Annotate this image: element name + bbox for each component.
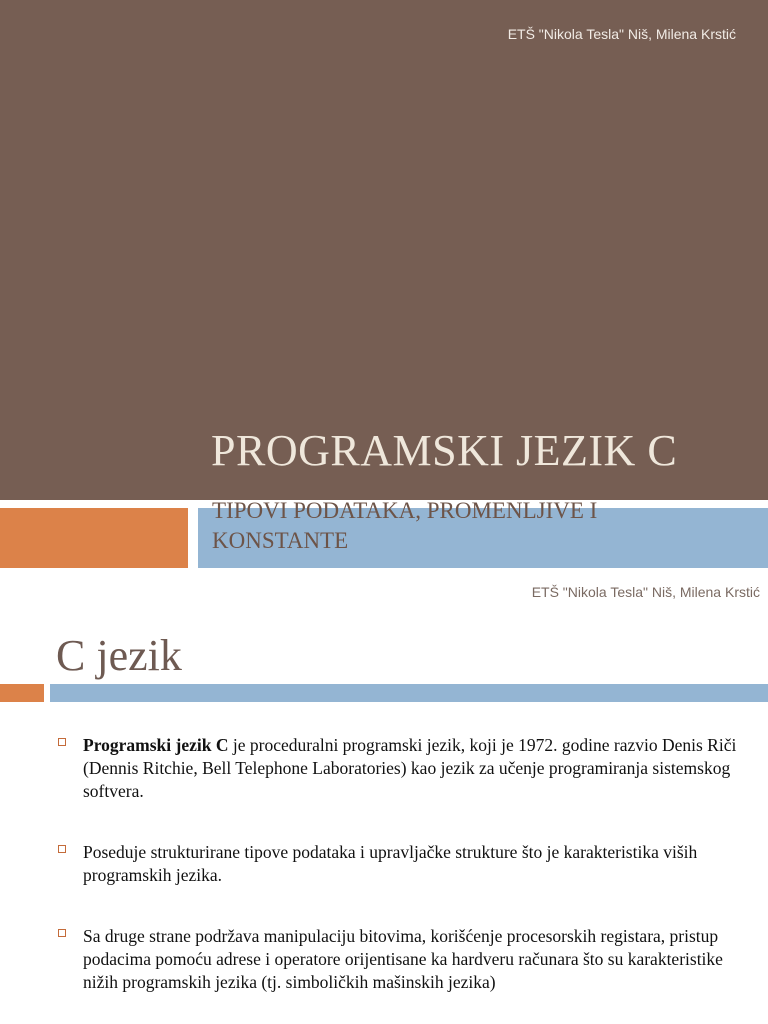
square-bullet-icon bbox=[58, 845, 66, 853]
bullet-text: je proceduralni programski jezik, koji je 1972. godine razvio Denis Riči (Dennis Ritchie, Bell Telephone Laboratories) kao jezik za učenje programiranja sistemskog softvera. bbox=[83, 735, 737, 801]
heading-orange-bar bbox=[0, 684, 44, 702]
content-slide-footer: ETŠ "Nikola Tesla" Niš, Milena Krstić bbox=[531, 584, 760, 600]
list-item bbox=[56, 841, 746, 887]
content-slide bbox=[0, 570, 768, 1024]
bullet-text: Sa druge strane podržava manipulaciju bitovima, korišćenje procesorskih registara, pristup podacima pomoću adrese i operatore orijentisane ka hardveru računara što su karakteristike nižih programskih jezika (tj. simboličkih mašinskih jezika) bbox=[83, 926, 723, 992]
square-bullet-icon bbox=[58, 929, 66, 937]
list-item bbox=[56, 734, 746, 803]
square-bullet-icon bbox=[58, 738, 66, 746]
slide-title: PROGRAMSKI JEZIK C bbox=[211, 426, 678, 475]
bullet-list bbox=[56, 734, 746, 994]
title-slide-footer: ETŠ "Nikola Tesla" Niš, Milena Krstić bbox=[507, 26, 736, 42]
list-item bbox=[56, 925, 746, 994]
content-slide-heading: C jezik bbox=[56, 631, 182, 680]
bullet-lead: Programski jezik C bbox=[83, 735, 229, 755]
bullet-text: Poseduje strukturirane tipove podataka i upravljačke strukture što je karakteristika viših programskih jezika. bbox=[83, 842, 698, 885]
slide-subtitle: TIPOVI PODATAKA, PROMENLJIVE I KONSTANTE bbox=[212, 498, 598, 553]
orange-accent-bar bbox=[0, 508, 188, 568]
heading-blue-bar bbox=[50, 684, 768, 702]
